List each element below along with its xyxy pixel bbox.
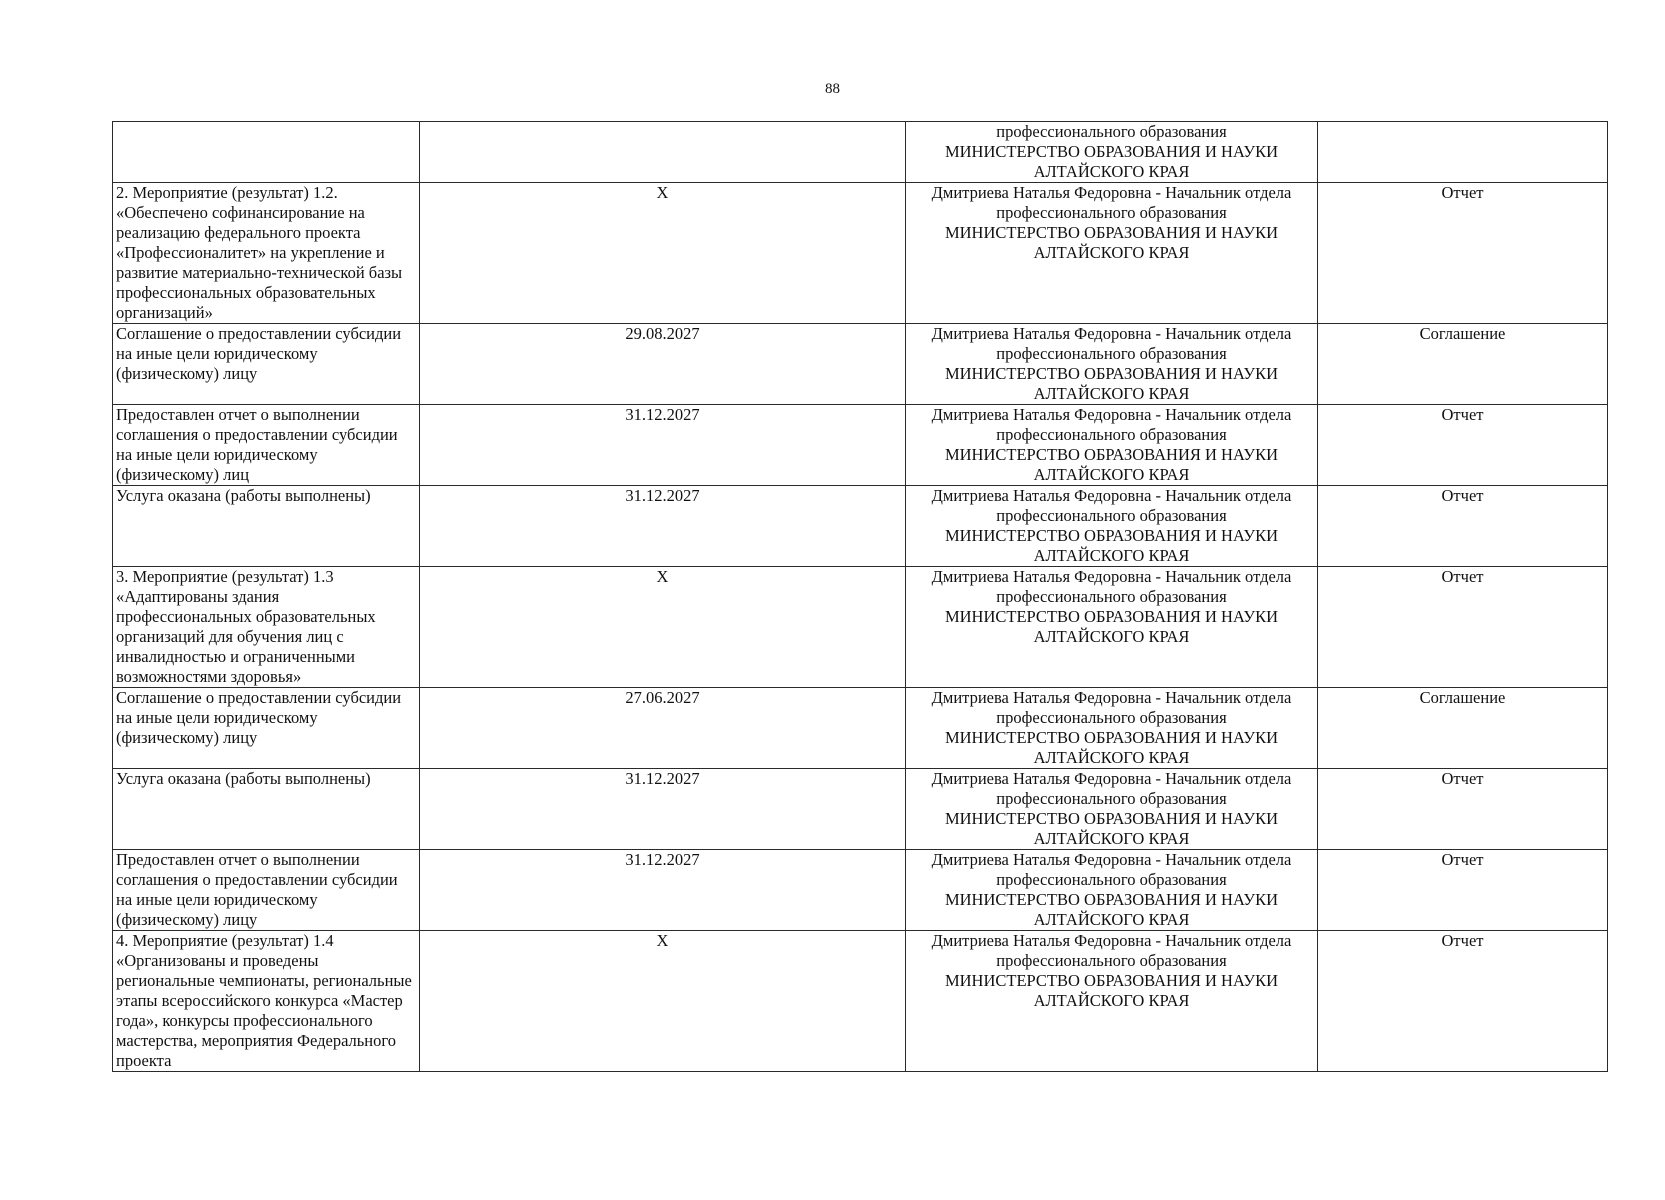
document-type-cell: Отчет: [1318, 850, 1608, 931]
responsible-line: профессионального образования: [996, 951, 1227, 970]
event-name-cell: Предоставлен отчет о выполнении соглашения о предоставлении субсидии на иные цели юридическому (физическому) лиц: [113, 405, 420, 486]
responsible-line: Дмитриева Наталья Федоровна - Начальник отдела: [931, 850, 1292, 869]
responsible-line: профессионального образования: [996, 587, 1227, 606]
responsible-cell: [906, 688, 1318, 769]
event-name-cell: 2. Мероприятие (результат) 1.2. «Обеспечено софинансирование на реализацию федерального проекта «Профессионалитет» на укрепление и развитие материально-технической базы профессиональных образовательных организаций»: [113, 183, 420, 324]
responsible-line: Дмитриева Наталья Федоровна - Начальник отдела: [931, 183, 1292, 202]
responsible-line: МИНИСТЕРСТВО ОБРАЗОВАНИЯ И НАУКИ: [944, 890, 1279, 909]
responsible-line: АЛТАЙСКОГО КРАЯ: [1033, 243, 1190, 262]
date-cell: 31.12.2027: [420, 850, 906, 931]
responsible-cell: [906, 122, 1318, 183]
event-name-cell: Соглашение о предоставлении субсидии на иные цели юридическому (физическому) лицу: [113, 688, 420, 769]
responsible-line: АЛТАЙСКОГО КРАЯ: [1033, 465, 1190, 484]
document-type-cell: Отчет: [1318, 567, 1608, 688]
plan-table: [112, 121, 1608, 1072]
responsible-line: профессионального образования: [996, 203, 1227, 222]
responsible-line: Дмитриева Наталья Федоровна - Начальник отдела: [931, 688, 1292, 707]
event-name-cell: 4. Мероприятие (результат) 1.4 «Организованы и проведены региональные чемпионаты, региональные этапы всероссийского конкурса «Мастер года», конкурсы профессионального мастерства, мероприятия Федерального проекта: [113, 931, 420, 1072]
responsible-line: Дмитриева Наталья Федоровна - Начальник отдела: [931, 324, 1292, 343]
responsible-line: МИНИСТЕРСТВО ОБРАЗОВАНИЯ И НАУКИ: [944, 526, 1279, 545]
responsible-line: профессионального образования: [996, 870, 1227, 889]
page-number: 88: [825, 81, 840, 97]
date-cell: 27.06.2027: [420, 688, 906, 769]
responsible-line: профессионального образования: [996, 708, 1227, 727]
responsible-cell: [906, 850, 1318, 931]
responsible-line: АЛТАЙСКОГО КРАЯ: [1033, 162, 1190, 181]
responsible-cell: [906, 183, 1318, 324]
event-name-cell: [113, 122, 420, 183]
event-name-cell: Предоставлен отчет о выполнении соглашения о предоставлении субсидии на иные цели юридическому (физическому) лицу: [113, 850, 420, 931]
event-name-cell: Соглашение о предоставлении субсидии на иные цели юридическому (физическому) лицу: [113, 324, 420, 405]
table-row: [113, 122, 1608, 183]
table-row: [113, 769, 1608, 850]
responsible-cell: [906, 486, 1318, 567]
event-name-cell: Услуга оказана (работы выполнены): [113, 486, 420, 567]
responsible-cell: [906, 567, 1318, 688]
date-cell: 31.12.2027: [420, 769, 906, 850]
date-cell: [420, 122, 906, 183]
responsible-line: АЛТАЙСКОГО КРАЯ: [1033, 546, 1190, 565]
document-type-cell: [1318, 122, 1608, 183]
responsible-line: МИНИСТЕРСТВО ОБРАЗОВАНИЯ И НАУКИ: [944, 728, 1279, 747]
responsible-cell: [906, 324, 1318, 405]
responsible-line: профессионального образования: [996, 789, 1227, 808]
responsible-line: АЛТАЙСКОГО КРАЯ: [1033, 910, 1190, 929]
responsible-line: Дмитриева Наталья Федоровна - Начальник отдела: [931, 486, 1292, 505]
table-row: [113, 688, 1608, 769]
event-name-cell: 3. Мероприятие (результат) 1.3 «Адаптированы здания профессиональных образовательных организаций для обучения лиц с инвалидностью и ограниченными возможностями здоровья»: [113, 567, 420, 688]
document-type-cell: Отчет: [1318, 183, 1608, 324]
document-type-cell: Соглашение: [1318, 324, 1608, 405]
responsible-line: МИНИСТЕРСТВО ОБРАЗОВАНИЯ И НАУКИ: [944, 223, 1279, 242]
document-type-cell: Соглашение: [1318, 688, 1608, 769]
responsible-line: МИНИСТЕРСТВО ОБРАЗОВАНИЯ И НАУКИ: [944, 809, 1279, 828]
responsible-line: профессионального образования: [996, 425, 1227, 444]
document-type-cell: Отчет: [1318, 769, 1608, 850]
date-cell: X: [420, 567, 906, 688]
table-row: [113, 486, 1608, 567]
responsible-line: МИНИСТЕРСТВО ОБРАЗОВАНИЯ И НАУКИ: [944, 364, 1279, 383]
responsible-line: АЛТАЙСКОГО КРАЯ: [1033, 384, 1190, 403]
table-row: [113, 324, 1608, 405]
table-row: [113, 931, 1608, 1072]
date-cell: 31.12.2027: [420, 486, 906, 567]
responsible-line: Дмитриева Наталья Федоровна - Начальник отдела: [931, 931, 1292, 950]
responsible-line: профессионального образования: [996, 344, 1227, 363]
table-row: [113, 183, 1608, 324]
responsible-cell: [906, 931, 1318, 1072]
responsible-line: Дмитриева Наталья Федоровна - Начальник отдела: [931, 405, 1292, 424]
document-type-cell: Отчет: [1318, 931, 1608, 1072]
date-cell: X: [420, 931, 906, 1072]
date-cell: X: [420, 183, 906, 324]
table-row: [113, 405, 1608, 486]
responsible-line: Дмитриева Наталья Федоровна - Начальник отдела: [931, 567, 1292, 586]
table-row: [113, 567, 1608, 688]
responsible-line: МИНИСТЕРСТВО ОБРАЗОВАНИЯ И НАУКИ: [944, 445, 1279, 464]
responsible-line: МИНИСТЕРСТВО ОБРАЗОВАНИЯ И НАУКИ: [944, 971, 1279, 990]
date-cell: 31.12.2027: [420, 405, 906, 486]
event-name-cell: Услуга оказана (работы выполнены): [113, 769, 420, 850]
responsible-line: АЛТАЙСКОГО КРАЯ: [1033, 829, 1190, 848]
responsible-line: профессионального образования: [996, 506, 1227, 525]
responsible-line: МИНИСТЕРСТВО ОБРАЗОВАНИЯ И НАУКИ: [944, 142, 1279, 161]
document-type-cell: Отчет: [1318, 486, 1608, 567]
date-cell: 29.08.2027: [420, 324, 906, 405]
responsible-line: АЛТАЙСКОГО КРАЯ: [1033, 627, 1190, 646]
responsible-line: АЛТАЙСКОГО КРАЯ: [1033, 748, 1190, 767]
responsible-line: АЛТАЙСКОГО КРАЯ: [1033, 991, 1190, 1010]
responsible-line: профессионального образования: [996, 122, 1227, 141]
responsible-cell: [906, 769, 1318, 850]
responsible-line: МИНИСТЕРСТВО ОБРАЗОВАНИЯ И НАУКИ: [944, 607, 1279, 626]
document-type-cell: Отчет: [1318, 405, 1608, 486]
table-row: [113, 850, 1608, 931]
responsible-cell: [906, 405, 1318, 486]
responsible-line: Дмитриева Наталья Федоровна - Начальник отдела: [931, 769, 1292, 788]
plan-table-body: [113, 122, 1608, 1072]
